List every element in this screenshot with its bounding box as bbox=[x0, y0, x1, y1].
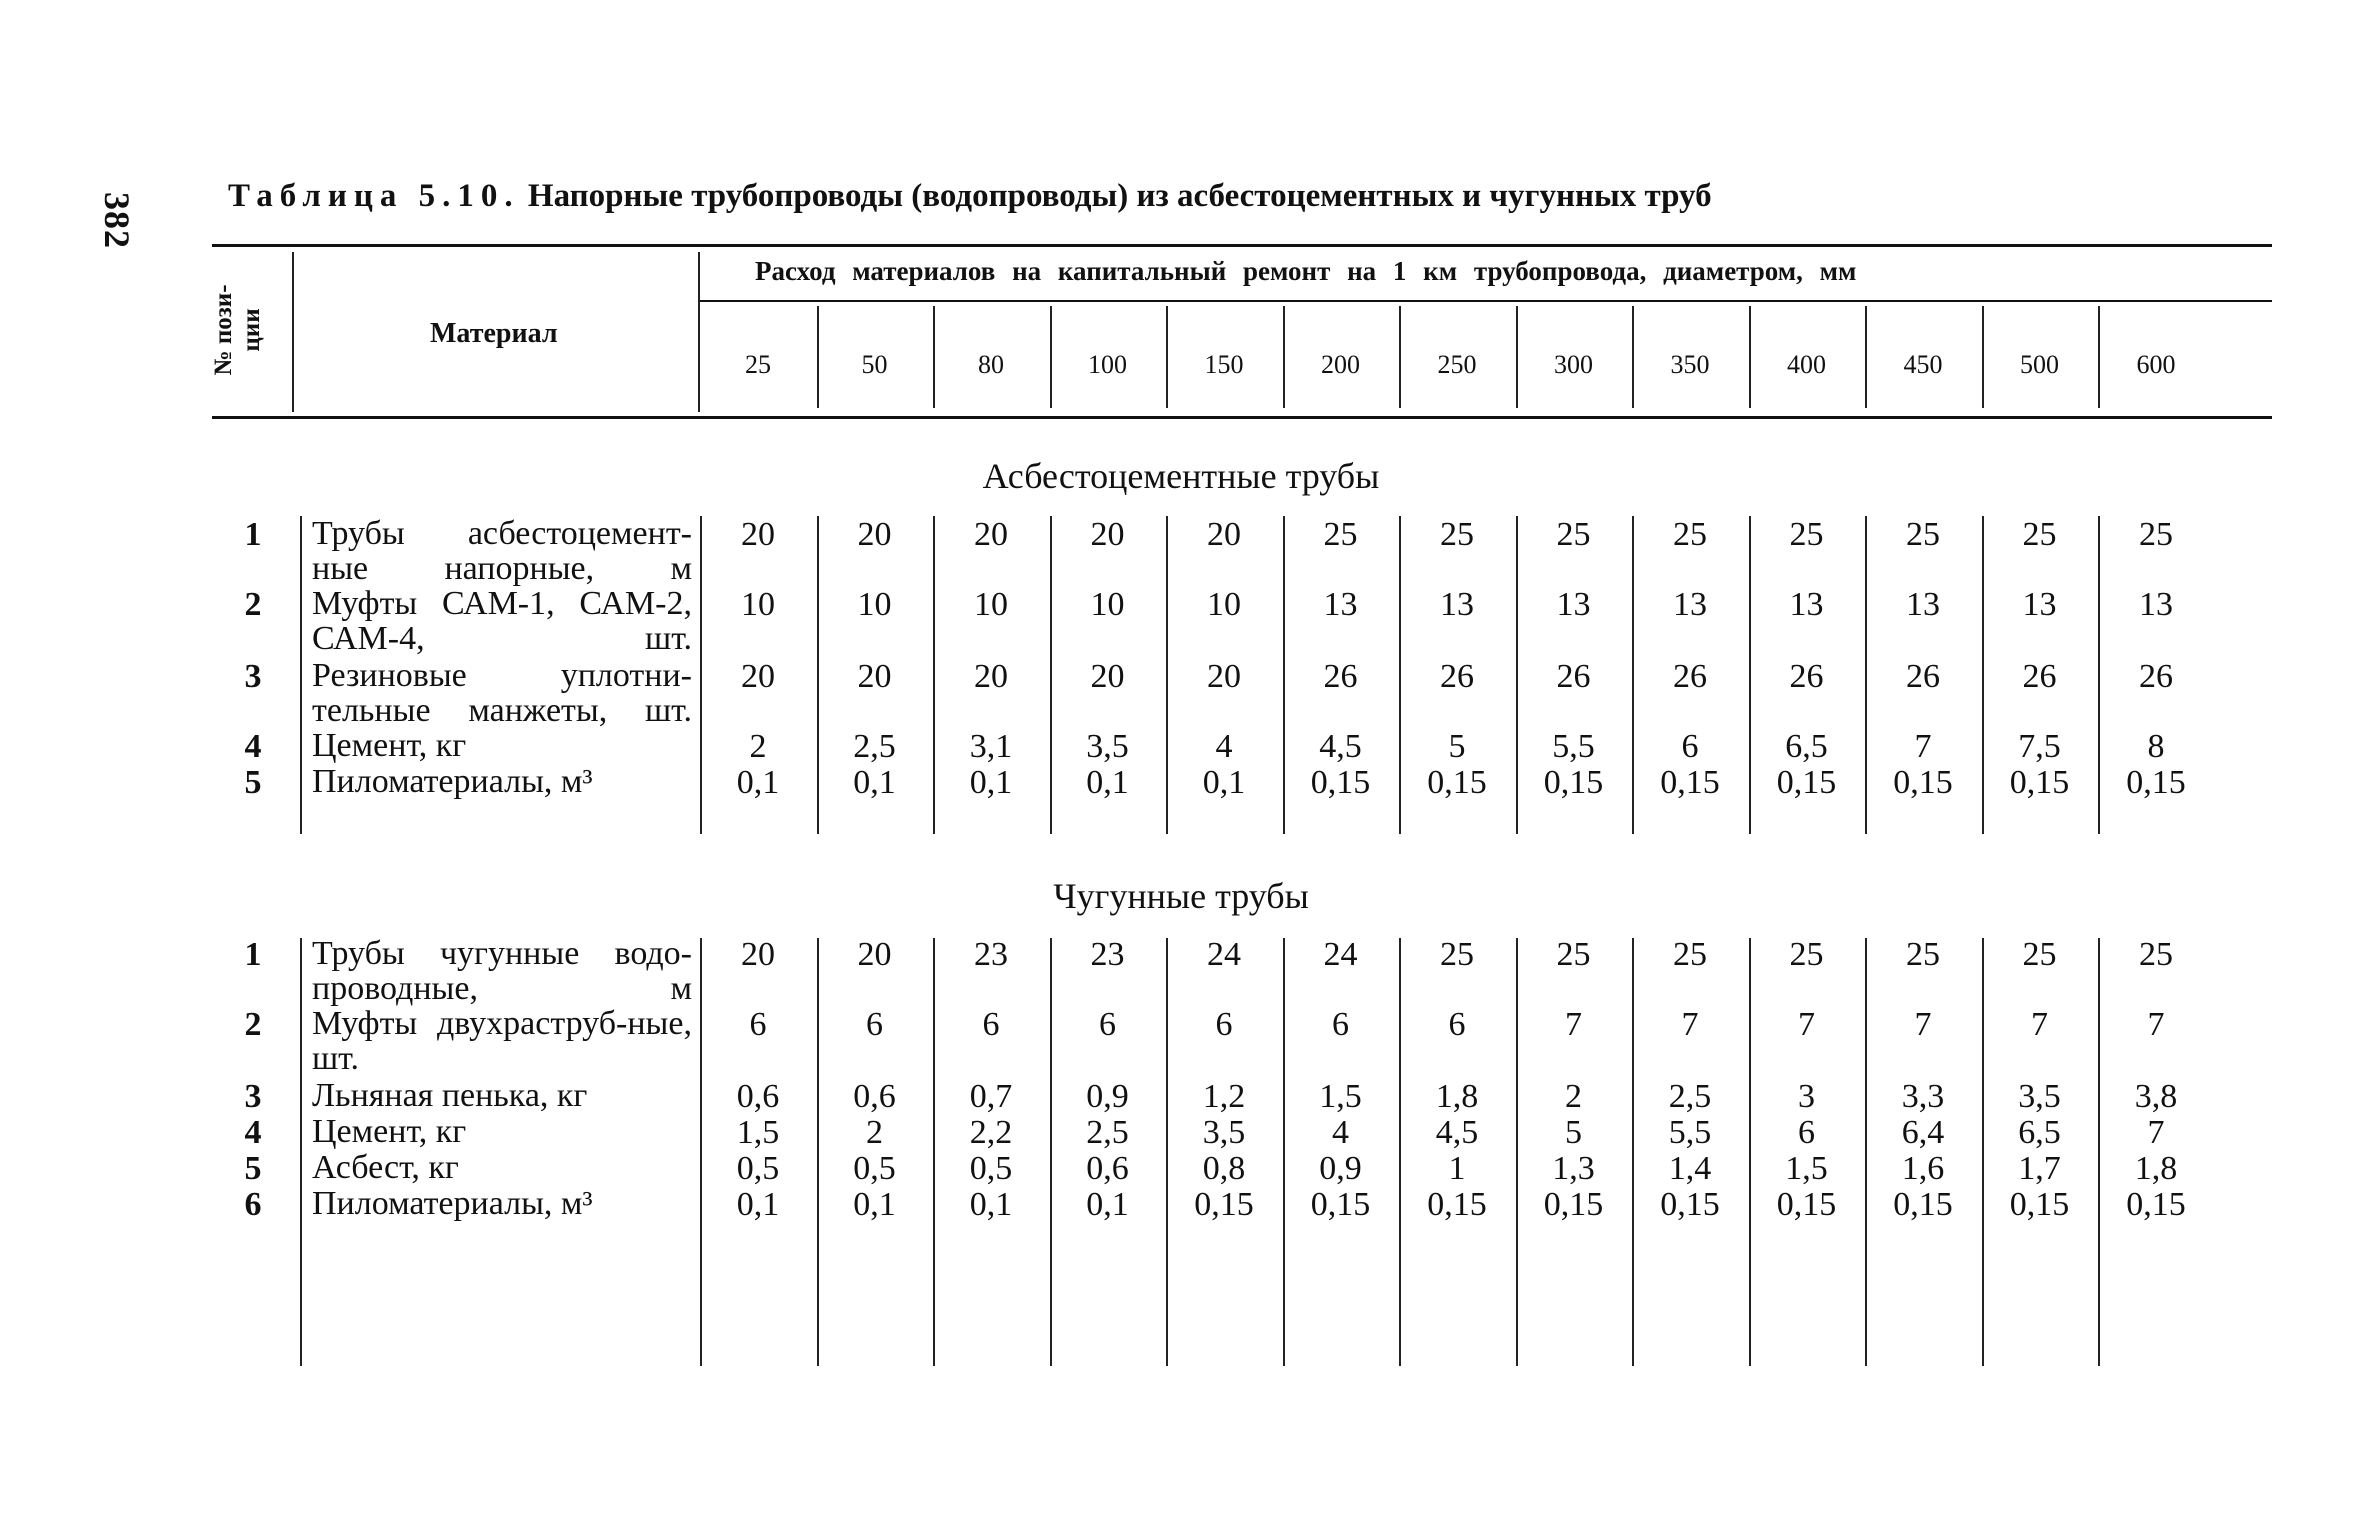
table-cell: 2,5 bbox=[1668, 1078, 1712, 1115]
table-cell: 10 bbox=[741, 586, 775, 623]
table-cell: 3,1 bbox=[969, 728, 1013, 765]
table-cell: 0,15 bbox=[1660, 764, 1720, 801]
header-position: № пози-ции bbox=[210, 284, 265, 376]
table-cell: 0,1 bbox=[1202, 764, 1246, 801]
diameter-label: 25 bbox=[745, 350, 771, 379]
table-cell: 0,1 bbox=[969, 1186, 1013, 1223]
table-caption: Напорные трубопроводы (водопроводы) из асбестоцементных и чугунных труб bbox=[527, 178, 1712, 214]
table-cell: 26 bbox=[1789, 658, 1824, 695]
table-cell: 6 bbox=[1332, 1006, 1349, 1043]
table-cell: 0,15 bbox=[1893, 1186, 1953, 1223]
table-cell: 20 bbox=[741, 936, 775, 973]
table-cell: 7 bbox=[1565, 1006, 1582, 1043]
table-cell: 24 bbox=[1207, 936, 1241, 973]
table-cell: 26 bbox=[1673, 658, 1707, 695]
table-cell: 3,5 bbox=[1086, 728, 1129, 765]
table-cell: 13 bbox=[2022, 586, 2057, 623]
row-material: Резиновые уплотни-тельные манжеты, шт. bbox=[312, 657, 692, 729]
table-cell: 0,1 bbox=[1086, 764, 1129, 801]
diameter-label: 50 bbox=[861, 350, 888, 379]
row-material: Трубы асбестоцемент-ные напорные, м bbox=[312, 515, 692, 587]
column-divider bbox=[1749, 306, 1751, 408]
table-cell: 0,6 bbox=[1086, 1150, 1129, 1187]
table-cell: 1,2 bbox=[1202, 1078, 1246, 1115]
table-cell: 20 bbox=[857, 936, 892, 973]
table-cell: 13 bbox=[1906, 586, 1940, 623]
table-cell: 6 bbox=[1681, 728, 1699, 765]
column-divider bbox=[817, 306, 819, 408]
column-divider bbox=[2098, 306, 2100, 408]
table-cell: 1,4 bbox=[1668, 1150, 1712, 1187]
table-cell: 25 bbox=[1789, 516, 1824, 553]
table-cell: 0,15 bbox=[1427, 764, 1487, 801]
table-cell: 1 bbox=[1448, 1150, 1466, 1187]
table-cell: 5 bbox=[1448, 728, 1466, 765]
page-number: 382 bbox=[97, 192, 137, 249]
table-cell: 25 bbox=[1906, 936, 1940, 973]
table-cell: 0,5 bbox=[736, 1150, 780, 1187]
table-cell: 7 bbox=[1798, 1006, 1815, 1043]
table-cell: 10 bbox=[1207, 586, 1241, 623]
table-cell: 25 bbox=[1556, 516, 1591, 553]
table-cell: 20 bbox=[974, 516, 1008, 553]
table-cell: 7 bbox=[2031, 1006, 2048, 1043]
table-title bbox=[228, 178, 1712, 215]
table-cell: 26 bbox=[1440, 658, 1474, 695]
table-cell: 1,3 bbox=[1552, 1150, 1595, 1187]
table-cell: 20 bbox=[1090, 658, 1125, 695]
table-cell: 26 bbox=[1556, 658, 1591, 695]
table-cell: 0,15 bbox=[1776, 1186, 1837, 1223]
table-cell: 2 bbox=[866, 1114, 883, 1151]
table-cell: 7 bbox=[1681, 1006, 1699, 1043]
table-cell: 0,15 bbox=[1194, 1186, 1254, 1223]
column-divider bbox=[1632, 306, 1634, 408]
table-cell: 0,15 bbox=[1776, 764, 1837, 801]
table-cell: 0,15 bbox=[1543, 764, 1604, 801]
header-material: Материал bbox=[430, 318, 558, 349]
table-cell: 0,6 bbox=[736, 1078, 780, 1115]
table-cell: 7,5 bbox=[2018, 728, 2061, 765]
table-cell: 0,8 bbox=[1202, 1150, 1246, 1187]
row-material: Пиломатериалы, м³ bbox=[312, 763, 593, 800]
table-cell: 5 bbox=[1565, 1114, 1582, 1151]
row-position: 2 bbox=[244, 586, 262, 623]
row-position: 5 bbox=[244, 1150, 262, 1187]
table-cell: 25 bbox=[1906, 516, 1940, 553]
row-material: Цемент, кг bbox=[312, 1113, 467, 1150]
table-cell: 0,15 bbox=[2126, 1186, 2186, 1223]
row-material: Муфты САМ-1, САМ-2, САМ-4, шт. bbox=[312, 585, 692, 657]
row-position: 5 bbox=[244, 764, 262, 801]
table-label: Таблица 5.10. bbox=[228, 178, 520, 214]
row-position: 1 bbox=[244, 936, 262, 973]
table-cell: 6 bbox=[866, 1006, 883, 1043]
material-divider bbox=[300, 516, 302, 834]
table-cell: 13 bbox=[1789, 586, 1824, 623]
table-cell: 6,5 bbox=[1785, 728, 1828, 765]
row-position: 3 bbox=[244, 1078, 262, 1115]
table-cell: 23 bbox=[1090, 936, 1125, 973]
table-cell: 7 bbox=[2147, 1006, 2165, 1043]
table-cell: 20 bbox=[741, 516, 775, 553]
table-cell: 0,9 bbox=[1319, 1150, 1362, 1187]
table-cell: 0,15 bbox=[1543, 1186, 1604, 1223]
table-cell: 25 bbox=[2022, 936, 2057, 973]
table-cell: 13 bbox=[1440, 586, 1474, 623]
material-divider bbox=[300, 938, 302, 1366]
table-cell: 1,5 bbox=[1785, 1150, 1828, 1187]
table-cell: 25 bbox=[1673, 516, 1707, 553]
column-divider bbox=[1865, 306, 1867, 408]
column-divider bbox=[933, 306, 935, 408]
column-divider bbox=[1166, 306, 1168, 408]
table-cell: 0,15 bbox=[2009, 1186, 2070, 1223]
row-material: Цемент, кг bbox=[312, 727, 467, 764]
column-divider bbox=[1982, 306, 1984, 408]
table-cell: 3,5 bbox=[2018, 1078, 2061, 1115]
table-cell: 0,5 bbox=[853, 1150, 896, 1187]
row-position: 4 bbox=[244, 728, 262, 765]
table-cell: 20 bbox=[741, 658, 775, 695]
table-cell: 0,15 bbox=[1427, 1186, 1487, 1223]
table-cell: 3,3 bbox=[1901, 1078, 1945, 1115]
column-divider bbox=[1399, 306, 1401, 408]
table-cell: 24 bbox=[1323, 936, 1358, 973]
header-divider bbox=[292, 252, 294, 412]
table-cell: 0,7 bbox=[969, 1078, 1013, 1115]
row-position: 3 bbox=[244, 658, 262, 695]
table-cell: 0,1 bbox=[969, 764, 1013, 801]
column-divider bbox=[1283, 306, 1285, 408]
table-cell: 20 bbox=[974, 658, 1008, 695]
table-cell: 0,1 bbox=[736, 764, 780, 801]
diameter-label: 300 bbox=[1554, 350, 1593, 379]
diameter-label: 400 bbox=[1787, 350, 1826, 379]
table-cell: 26 bbox=[1323, 658, 1358, 695]
diameter-label: 500 bbox=[2020, 350, 2059, 379]
table-cell: 1,8 bbox=[1435, 1078, 1479, 1115]
table-cell: 4 bbox=[1332, 1114, 1349, 1151]
table-cell: 20 bbox=[1207, 658, 1241, 695]
table-cell: 0,15 bbox=[2126, 764, 2186, 801]
table-cell: 10 bbox=[857, 586, 892, 623]
table-cell: 0,6 bbox=[853, 1078, 896, 1115]
table-cell: 25 bbox=[1440, 936, 1474, 973]
table-cell: 6 bbox=[1215, 1006, 1233, 1043]
table-cell: 0,15 bbox=[1310, 1186, 1371, 1223]
table-cell: 3,8 bbox=[2134, 1078, 2178, 1115]
table-cell: 20 bbox=[1090, 516, 1125, 553]
table-cell: 20 bbox=[857, 516, 892, 553]
table-cell: 23 bbox=[974, 936, 1008, 973]
table-cell: 4 bbox=[1215, 728, 1233, 765]
table-cell: 2,2 bbox=[969, 1114, 1013, 1151]
row-position: 6 bbox=[244, 1186, 262, 1223]
table-cell: 13 bbox=[1323, 586, 1358, 623]
diameter-label: 350 bbox=[1670, 350, 1710, 379]
section-title: Асбестоцементные трубы bbox=[982, 456, 1380, 496]
table-cell: 25 bbox=[1673, 936, 1707, 973]
table-cell: 8 bbox=[2147, 728, 2165, 765]
table-cell: 0,9 bbox=[1086, 1078, 1129, 1115]
diameter-label: 250 bbox=[1437, 350, 1477, 379]
table-cell: 26 bbox=[1906, 658, 1940, 695]
header-inner-rule bbox=[700, 300, 2272, 302]
table-cell: 13 bbox=[1556, 586, 1591, 623]
diameter-label: 150 bbox=[1204, 350, 1244, 379]
row-material: Льняная пенька, кг bbox=[312, 1077, 588, 1114]
table-cell: 10 bbox=[974, 586, 1008, 623]
table-cell: 4,5 bbox=[1435, 1114, 1479, 1151]
table-cell: 25 bbox=[1556, 936, 1591, 973]
table-cell: 10 bbox=[1090, 586, 1125, 623]
table-cell: 3 bbox=[1798, 1078, 1815, 1115]
table-cell: 25 bbox=[2139, 936, 2173, 973]
table-cell: 5,5 bbox=[1552, 728, 1595, 765]
table-cell: 25 bbox=[2022, 516, 2057, 553]
row-position: 4 bbox=[244, 1114, 262, 1151]
diameter-label: 80 bbox=[978, 350, 1004, 379]
table-cell: 7 bbox=[1914, 728, 1932, 765]
column-divider bbox=[1050, 306, 1052, 408]
section-title: Чугунные трубы bbox=[1053, 876, 1309, 916]
table-cell: 13 bbox=[1673, 586, 1707, 623]
table-cell: 0,5 bbox=[969, 1150, 1013, 1187]
header-bottom-rule bbox=[212, 416, 2272, 419]
table-cell: 4,5 bbox=[1319, 728, 1362, 765]
row-position: 2 bbox=[244, 1006, 262, 1043]
table-cell: 26 bbox=[2022, 658, 2057, 695]
table-cell: 2 bbox=[1565, 1078, 1582, 1115]
table-cell: 25 bbox=[1323, 516, 1358, 553]
header-span: Расход материалов на капитальный ремонт на 1 км трубопровода, диаметром, мм bbox=[755, 256, 1857, 286]
table-cell: 13 bbox=[2139, 586, 2173, 623]
diameter-label: 600 bbox=[2136, 350, 2176, 379]
table-cell: 0,15 bbox=[1893, 764, 1953, 801]
table-cell: 0,1 bbox=[853, 764, 896, 801]
diameter-label: 100 bbox=[1088, 350, 1127, 379]
table-cell: 20 bbox=[857, 658, 892, 695]
table-cell: 5,5 bbox=[1668, 1114, 1712, 1151]
table-cell: 2,5 bbox=[853, 728, 896, 765]
table-cell: 0,15 bbox=[1310, 764, 1371, 801]
table-cell: 0,1 bbox=[1086, 1186, 1129, 1223]
table-cell: 20 bbox=[1207, 516, 1241, 553]
table-cell: 6,5 bbox=[2018, 1114, 2061, 1151]
header-divider bbox=[698, 252, 700, 412]
diameter-label: 450 bbox=[1903, 350, 1943, 379]
row-material: Муфты двухраструб-ные, шт. bbox=[312, 1005, 692, 1077]
table-cell: 6 bbox=[1798, 1114, 1815, 1151]
table-cell: 7 bbox=[2147, 1114, 2165, 1151]
table-cell: 0,15 bbox=[1660, 1186, 1720, 1223]
table-cell: 25 bbox=[2139, 516, 2173, 553]
column-divider bbox=[1516, 306, 1518, 408]
table-cell: 1,7 bbox=[2018, 1150, 2061, 1187]
table-cell: 1,6 bbox=[1901, 1150, 1945, 1187]
row-material: Асбест, кг bbox=[312, 1149, 459, 1186]
table-cell: 3,5 bbox=[1202, 1114, 1246, 1151]
table-cell: 6 bbox=[1448, 1006, 1466, 1043]
row-position: 1 bbox=[244, 516, 262, 553]
table-cell: 6 bbox=[982, 1006, 1000, 1043]
table-cell: 1,5 bbox=[1319, 1078, 1362, 1115]
table-cell: 25 bbox=[1440, 516, 1474, 553]
table-cell: 0,1 bbox=[853, 1186, 896, 1223]
row-material: Трубы чугунные водо-проводные, м bbox=[312, 935, 692, 1007]
table-cell: 6,4 bbox=[1901, 1114, 1945, 1151]
table-cell: 1,5 bbox=[736, 1114, 780, 1151]
table-cell: 0,15 bbox=[2009, 764, 2070, 801]
table-cell: 0,1 bbox=[736, 1186, 780, 1223]
table-cell: 6 bbox=[749, 1006, 767, 1043]
row-material: Пиломатериалы, м³ bbox=[312, 1185, 593, 1222]
table-cell: 2,5 bbox=[1086, 1114, 1129, 1151]
table-cell: 6 bbox=[1099, 1006, 1116, 1043]
table-cell: 1,8 bbox=[2134, 1150, 2178, 1187]
table-cell: 25 bbox=[1789, 936, 1824, 973]
table-cell: 26 bbox=[2139, 658, 2173, 695]
table-cell: 7 bbox=[1914, 1006, 1932, 1043]
table-cell: 2 bbox=[749, 728, 767, 765]
diameter-label: 200 bbox=[1321, 350, 1360, 379]
top-rule bbox=[212, 244, 2272, 247]
